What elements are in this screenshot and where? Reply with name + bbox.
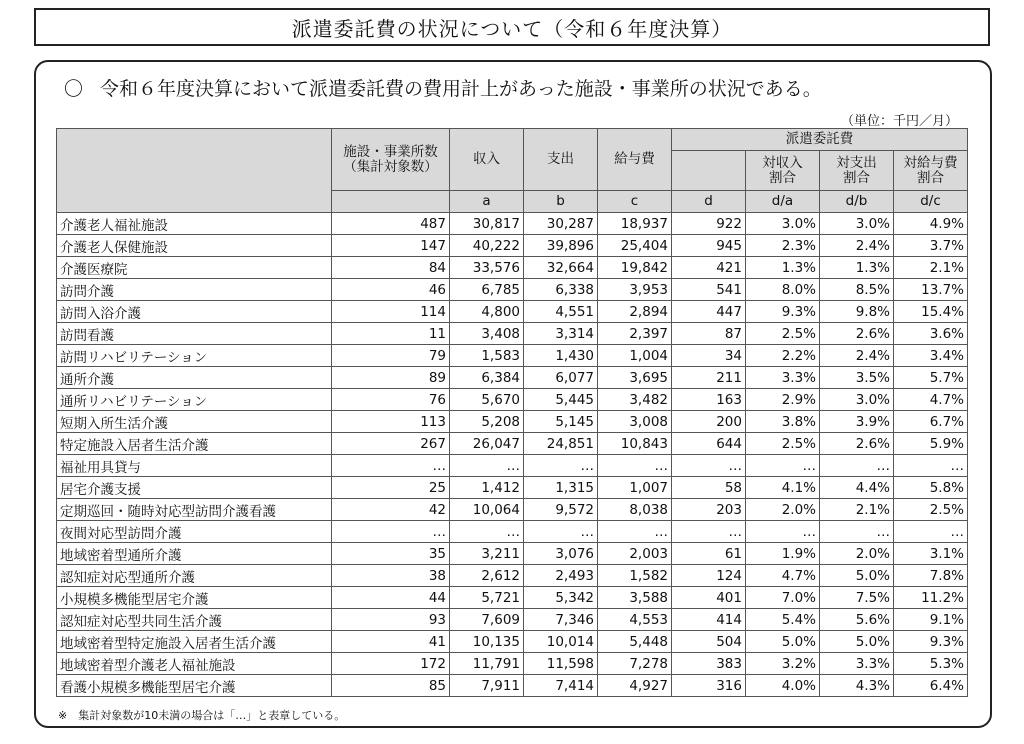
cell-ratio-expense: 5.6% — [820, 609, 894, 631]
cell-ratio-income: 2.5% — [746, 433, 820, 455]
cell-income: 6,384 — [450, 367, 524, 389]
cell-dispatch-cost: 211 — [672, 367, 746, 389]
table-row — [57, 675, 968, 697]
cell-ratio-expense: 2.6% — [820, 433, 894, 455]
cell-facility-count: 147 — [332, 235, 450, 257]
cell-salary: 3,008 — [598, 411, 672, 433]
cell-ratio-income: 1.3% — [746, 257, 820, 279]
table-row — [57, 455, 968, 477]
cell-ratio-expense: 3.0% — [820, 389, 894, 411]
cell-facility-count: 267 — [332, 433, 450, 455]
table-row — [57, 653, 968, 675]
cell-salary: 1,582 — [598, 565, 672, 587]
cell-ratio-expense: 3.5% — [820, 367, 894, 389]
table-row — [57, 257, 968, 279]
cell-salary: … — [598, 521, 672, 543]
cell-income: 4,800 — [450, 301, 524, 323]
header-ratio-income-line2: 割合 — [769, 169, 796, 186]
cell-facility-count: 85 — [332, 675, 450, 697]
header-facility-count-label: 施設・事業所数 — [343, 143, 438, 160]
cell-facility-count: 76 — [332, 389, 450, 411]
cell-expense: 5,145 — [524, 411, 598, 433]
cell-expense: 2,493 — [524, 565, 598, 587]
header-letter-dc: d/c — [894, 191, 968, 213]
cell-ratio-income: 2.2% — [746, 345, 820, 367]
table-row — [57, 235, 968, 257]
cell-ratio-salary: 15.4% — [894, 301, 968, 323]
main-panel — [34, 60, 992, 728]
cell-salary: 1,004 — [598, 345, 672, 367]
cell-dispatch-cost: 447 — [672, 301, 746, 323]
cell-ratio-income: … — [746, 455, 820, 477]
cell-income: 11,791 — [450, 653, 524, 675]
cell-ratio-expense: 5.0% — [820, 565, 894, 587]
cell-ratio-salary: 9.1% — [894, 609, 968, 631]
table-row — [57, 411, 968, 433]
cell-ratio-income: … — [746, 521, 820, 543]
section-heading-text: 令和６年度決算において派遣委託費の費用計上があった施設・事業所の状況である。 — [100, 78, 822, 100]
cell-salary: 2,397 — [598, 323, 672, 345]
cell-facility-name: 短期入所生活介護 — [57, 411, 332, 433]
header-letter-db: d/b — [820, 191, 894, 213]
cell-dispatch-cost: 401 — [672, 587, 746, 609]
cell-salary: 3,482 — [598, 389, 672, 411]
cell-ratio-expense: 3.0% — [820, 213, 894, 235]
cell-income: 10,064 — [450, 499, 524, 521]
cell-ratio-salary: 2.1% — [894, 257, 968, 279]
cell-ratio-income: 2.5% — [746, 323, 820, 345]
header-letter-da: d/a — [746, 191, 820, 213]
cell-facility-count: 38 — [332, 565, 450, 587]
table-row — [57, 587, 968, 609]
cell-dispatch-cost: 58 — [672, 477, 746, 499]
cell-facility-count: 113 — [332, 411, 450, 433]
cell-ratio-expense: 4.3% — [820, 675, 894, 697]
cell-ratio-income: 2.0% — [746, 499, 820, 521]
cell-ratio-income: 5.4% — [746, 609, 820, 631]
header-ratio-salary — [894, 151, 968, 191]
cell-facility-name: 訪問リハビリテーション — [57, 345, 332, 367]
cell-ratio-expense: 2.4% — [820, 235, 894, 257]
cell-salary: 7,278 — [598, 653, 672, 675]
cell-expense: 39,896 — [524, 235, 598, 257]
header-salary: 給与費 — [598, 129, 672, 191]
cell-salary: … — [598, 455, 672, 477]
cell-facility-name: 介護医療院 — [57, 257, 332, 279]
cell-ratio-expense: 2.1% — [820, 499, 894, 521]
cell-dispatch-cost: 541 — [672, 279, 746, 301]
cell-ratio-salary: 3.4% — [894, 345, 968, 367]
header-ratio-expense-line1: 対支出 — [836, 154, 877, 171]
cell-dispatch-cost: 383 — [672, 653, 746, 675]
table-row — [57, 279, 968, 301]
cell-ratio-income: 8.0% — [746, 279, 820, 301]
cell-dispatch-cost: 163 — [672, 389, 746, 411]
cell-ratio-income: 7.0% — [746, 587, 820, 609]
table-row — [57, 477, 968, 499]
cell-income: 7,911 — [450, 675, 524, 697]
cell-income: 3,408 — [450, 323, 524, 345]
dispatch-cost-table — [56, 128, 968, 697]
cell-dispatch-cost: 421 — [672, 257, 746, 279]
header-income: 収入 — [450, 129, 524, 191]
cell-facility-name: 通所リハビリテーション — [57, 389, 332, 411]
cell-dispatch-cost: 61 — [672, 543, 746, 565]
cell-dispatch-cost: 34 — [672, 345, 746, 367]
cell-dispatch-cost: 922 — [672, 213, 746, 235]
cell-income: … — [450, 455, 524, 477]
cell-expense: … — [524, 455, 598, 477]
table-row — [57, 367, 968, 389]
header-letter-a: a — [450, 191, 524, 213]
cell-ratio-expense: 1.3% — [820, 257, 894, 279]
table-row — [57, 565, 968, 587]
table-row — [57, 499, 968, 521]
cell-ratio-expense: … — [820, 455, 894, 477]
cell-facility-count: … — [332, 455, 450, 477]
cell-ratio-salary: 9.3% — [894, 631, 968, 653]
cell-ratio-income: 4.7% — [746, 565, 820, 587]
header-ratio-salary-line2: 割合 — [917, 169, 944, 186]
cell-ratio-income: 5.0% — [746, 631, 820, 653]
cell-facility-count: 25 — [332, 477, 450, 499]
cell-facility-name: 地域密着型通所介護 — [57, 543, 332, 565]
cell-income: 10,135 — [450, 631, 524, 653]
header-facility-count-sub: （集計対象数） — [343, 158, 438, 175]
cell-income: 5,208 — [450, 411, 524, 433]
cell-facility-name: 特定施設入居者生活介護 — [57, 433, 332, 455]
cell-ratio-salary: 4.9% — [894, 213, 968, 235]
cell-facility-name: 介護老人福祉施設 — [57, 213, 332, 235]
cell-expense: … — [524, 521, 598, 543]
cell-facility-name: 地域密着型特定施設入居者生活介護 — [57, 631, 332, 653]
cell-expense: 11,598 — [524, 653, 598, 675]
header-facility-count — [332, 129, 450, 191]
table-body — [57, 213, 968, 697]
cell-ratio-salary: 11.2% — [894, 587, 968, 609]
cell-dispatch-cost: 124 — [672, 565, 746, 587]
cell-salary: 2,894 — [598, 301, 672, 323]
table-row — [57, 323, 968, 345]
cell-expense: 9,572 — [524, 499, 598, 521]
cell-ratio-income: 3.0% — [746, 213, 820, 235]
cell-salary: 8,038 — [598, 499, 672, 521]
cell-facility-name: 小規模多機能型居宅介護 — [57, 587, 332, 609]
table-row — [57, 609, 968, 631]
cell-facility-count: 114 — [332, 301, 450, 323]
cell-salary: 3,588 — [598, 587, 672, 609]
header-ratio-income-line1: 対収入 — [762, 154, 803, 171]
table-row — [57, 389, 968, 411]
cell-facility-count: 79 — [332, 345, 450, 367]
cell-income: 5,670 — [450, 389, 524, 411]
cell-facility-count: 93 — [332, 609, 450, 631]
cell-expense: 6,338 — [524, 279, 598, 301]
cell-facility-count: 11 — [332, 323, 450, 345]
cell-income: 26,047 — [450, 433, 524, 455]
cell-dispatch-cost: 200 — [672, 411, 746, 433]
header-ratio-expense-line2: 割合 — [843, 169, 870, 186]
cell-facility-name: 介護老人保健施設 — [57, 235, 332, 257]
cell-salary: 19,842 — [598, 257, 672, 279]
cell-facility-count: … — [332, 521, 450, 543]
cell-facility-name: 定期巡回・随時対応型訪問介護看護 — [57, 499, 332, 521]
header-facility-name — [57, 129, 332, 213]
cell-salary: 10,843 — [598, 433, 672, 455]
table-row — [57, 213, 968, 235]
cell-income: 40,222 — [450, 235, 524, 257]
cell-salary: 5,448 — [598, 631, 672, 653]
cell-facility-count: 35 — [332, 543, 450, 565]
cell-facility-count: 42 — [332, 499, 450, 521]
cell-income: 30,817 — [450, 213, 524, 235]
cell-dispatch-cost: … — [672, 521, 746, 543]
cell-facility-count: 44 — [332, 587, 450, 609]
table-row — [57, 345, 968, 367]
footnote: ※ 集計対象数が10未満の場合は「…」と表章している。 — [58, 709, 346, 722]
cell-ratio-income: 1.9% — [746, 543, 820, 565]
cell-expense: 3,314 — [524, 323, 598, 345]
cell-ratio-salary: 4.7% — [894, 389, 968, 411]
cell-dispatch-cost: 945 — [672, 235, 746, 257]
cell-ratio-income: 2.9% — [746, 389, 820, 411]
header-expense: 支出 — [524, 129, 598, 191]
cell-facility-name: 居宅介護支援 — [57, 477, 332, 499]
cell-expense: 7,346 — [524, 609, 598, 631]
cell-income: 3,211 — [450, 543, 524, 565]
cell-expense: 4,551 — [524, 301, 598, 323]
page-title-box — [34, 8, 990, 46]
cell-ratio-expense: … — [820, 521, 894, 543]
cell-ratio-salary: 2.5% — [894, 499, 968, 521]
cell-expense: 1,315 — [524, 477, 598, 499]
cell-salary: 2,003 — [598, 543, 672, 565]
cell-facility-name: 看護小規模多機能型居宅介護 — [57, 675, 332, 697]
cell-income: 1,583 — [450, 345, 524, 367]
cell-expense: 7,414 — [524, 675, 598, 697]
cell-ratio-income: 9.3% — [746, 301, 820, 323]
cell-ratio-expense: 2.0% — [820, 543, 894, 565]
cell-ratio-expense: 7.5% — [820, 587, 894, 609]
cell-facility-count: 89 — [332, 367, 450, 389]
cell-expense: 1,430 — [524, 345, 598, 367]
cell-ratio-salary: 13.7% — [894, 279, 968, 301]
cell-ratio-salary: … — [894, 455, 968, 477]
cell-dispatch-cost: 414 — [672, 609, 746, 631]
cell-salary: 4,553 — [598, 609, 672, 631]
cell-ratio-salary: 3.6% — [894, 323, 968, 345]
cell-facility-name: 訪問看護 — [57, 323, 332, 345]
cell-salary: 4,927 — [598, 675, 672, 697]
cell-ratio-income: 2.3% — [746, 235, 820, 257]
table-row — [57, 631, 968, 653]
cell-expense: 5,445 — [524, 389, 598, 411]
cell-ratio-expense: 2.6% — [820, 323, 894, 345]
cell-facility-name: 通所介護 — [57, 367, 332, 389]
header-ratio-salary-line1: 対給与費 — [903, 154, 958, 171]
cell-ratio-salary: 3.1% — [894, 543, 968, 565]
cell-expense: 10,014 — [524, 631, 598, 653]
cell-facility-name: 夜間対応型訪問介護 — [57, 521, 332, 543]
cell-income: 6,785 — [450, 279, 524, 301]
cell-facility-name: 福祉用具貸与 — [57, 455, 332, 477]
header-dispatch-amount — [672, 151, 746, 191]
cell-dispatch-cost: 203 — [672, 499, 746, 521]
cell-salary: 25,404 — [598, 235, 672, 257]
cell-dispatch-cost: 87 — [672, 323, 746, 345]
cell-facility-name: 地域密着型介護老人福祉施設 — [57, 653, 332, 675]
cell-facility-name: 訪問入浴介護 — [57, 301, 332, 323]
cell-income: 5,721 — [450, 587, 524, 609]
cell-ratio-income: 4.0% — [746, 675, 820, 697]
cell-facility-count: 46 — [332, 279, 450, 301]
cell-ratio-income: 3.8% — [746, 411, 820, 433]
cell-dispatch-cost: 644 — [672, 433, 746, 455]
cell-income: 7,609 — [450, 609, 524, 631]
cell-ratio-expense: 4.4% — [820, 477, 894, 499]
cell-ratio-income: 3.3% — [746, 367, 820, 389]
cell-salary: 3,953 — [598, 279, 672, 301]
cell-ratio-salary: 5.9% — [894, 433, 968, 455]
cell-ratio-income: 3.2% — [746, 653, 820, 675]
cell-income: … — [450, 521, 524, 543]
header-letter-c: c — [598, 191, 672, 213]
header-ratio-income — [746, 151, 820, 191]
cell-facility-name: 認知症対応型共同生活介護 — [57, 609, 332, 631]
cell-facility-count: 487 — [332, 213, 450, 235]
cell-ratio-salary: 7.8% — [894, 565, 968, 587]
cell-salary: 1,007 — [598, 477, 672, 499]
cell-ratio-salary: 5.3% — [894, 653, 968, 675]
table-row — [57, 543, 968, 565]
cell-expense: 6,077 — [524, 367, 598, 389]
cell-salary: 3,695 — [598, 367, 672, 389]
unit-label: （単位：千円／月） — [840, 114, 958, 129]
cell-ratio-expense: 3.9% — [820, 411, 894, 433]
header-letter-b: b — [524, 191, 598, 213]
cell-ratio-salary: 6.4% — [894, 675, 968, 697]
header-letter-d: d — [672, 191, 746, 213]
cell-ratio-expense: 2.4% — [820, 345, 894, 367]
cell-ratio-expense: 5.0% — [820, 631, 894, 653]
cell-facility-count: 41 — [332, 631, 450, 653]
cell-ratio-salary: 3.7% — [894, 235, 968, 257]
table-row — [57, 521, 968, 543]
cell-expense: 3,076 — [524, 543, 598, 565]
page-title: 派遣委託費の状況について（令和６年度決算） — [291, 16, 733, 41]
table-row — [57, 433, 968, 455]
cell-ratio-salary: … — [894, 521, 968, 543]
cell-expense: 24,851 — [524, 433, 598, 455]
cell-ratio-expense: 3.3% — [820, 653, 894, 675]
cell-facility-name: 訪問介護 — [57, 279, 332, 301]
cell-dispatch-cost: … — [672, 455, 746, 477]
cell-ratio-expense: 8.5% — [820, 279, 894, 301]
header-ratio-expense — [820, 151, 894, 191]
circle-bullet-icon: 〇 — [64, 78, 84, 100]
table-row — [57, 301, 968, 323]
cell-expense: 32,664 — [524, 257, 598, 279]
cell-expense: 30,287 — [524, 213, 598, 235]
cell-dispatch-cost: 504 — [672, 631, 746, 653]
cell-ratio-expense: 9.8% — [820, 301, 894, 323]
cell-ratio-salary: 5.7% — [894, 367, 968, 389]
cell-income: 1,412 — [450, 477, 524, 499]
section-heading — [64, 74, 822, 101]
header-dispatch-group: 派遣委託費 — [672, 129, 968, 151]
cell-facility-count: 84 — [332, 257, 450, 279]
cell-income: 33,576 — [450, 257, 524, 279]
cell-ratio-salary: 6.7% — [894, 411, 968, 433]
cell-ratio-income: 4.1% — [746, 477, 820, 499]
cell-ratio-salary: 5.8% — [894, 477, 968, 499]
cell-expense: 5,342 — [524, 587, 598, 609]
cell-facility-name: 認知症対応型通所介護 — [57, 565, 332, 587]
cell-dispatch-cost: 316 — [672, 675, 746, 697]
cell-facility-count: 172 — [332, 653, 450, 675]
header-letter-count — [332, 191, 450, 213]
cell-salary: 18,937 — [598, 213, 672, 235]
cell-income: 2,612 — [450, 565, 524, 587]
